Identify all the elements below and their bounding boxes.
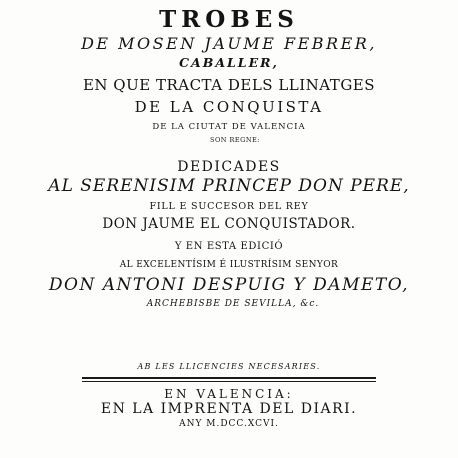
divider-thick bbox=[82, 377, 376, 379]
dedication-heading: DEDICADES bbox=[177, 159, 281, 175]
dedicatee-line: AL SERENISIM PRINCEP DON PERE, bbox=[48, 176, 410, 196]
subject-line: EN QUE TRACTA DELS LLINATGES bbox=[82, 76, 376, 94]
book-title: TROBES bbox=[159, 6, 299, 33]
dedicatee-father: DON JAUME EL CONQUISTADOR. bbox=[102, 216, 356, 232]
subject-city: DE LA CIUTAT DE VALENCIA bbox=[152, 122, 306, 132]
imprint-printer: EN LA IMPRENTA DEL DIARI. bbox=[100, 401, 358, 417]
subject-kingdom: SON REGNE: bbox=[210, 136, 260, 144]
author-line: DE MOSEN JAUME FEBRER, bbox=[81, 34, 377, 53]
imprint-year: ANY M.DCC.XCVI. bbox=[179, 419, 279, 429]
license-line: AB LES LLICENCIES NECESARIES. bbox=[137, 362, 321, 371]
author-rank: CABALLER, bbox=[179, 55, 279, 70]
patron-title: ARCHEBISBE DE SEVILLA, &c. bbox=[146, 299, 320, 309]
divider-thin bbox=[82, 381, 376, 382]
imprint-place: EN VALENCIA: bbox=[164, 387, 294, 401]
edition-line: Y EN ESTA EDICIÓ bbox=[174, 241, 284, 252]
patron-name: DON ANTONI DESPUIG Y DAMETO, bbox=[48, 275, 410, 295]
patron-honorific: AL EXCELENTÍSIM É ILUSTRÍSIM SENYOR bbox=[119, 260, 339, 270]
subject-conquest: DE LA CONQUISTA bbox=[134, 98, 324, 116]
dedicatee-relation: FILL E SUCCESOR DEL REY bbox=[149, 201, 309, 212]
